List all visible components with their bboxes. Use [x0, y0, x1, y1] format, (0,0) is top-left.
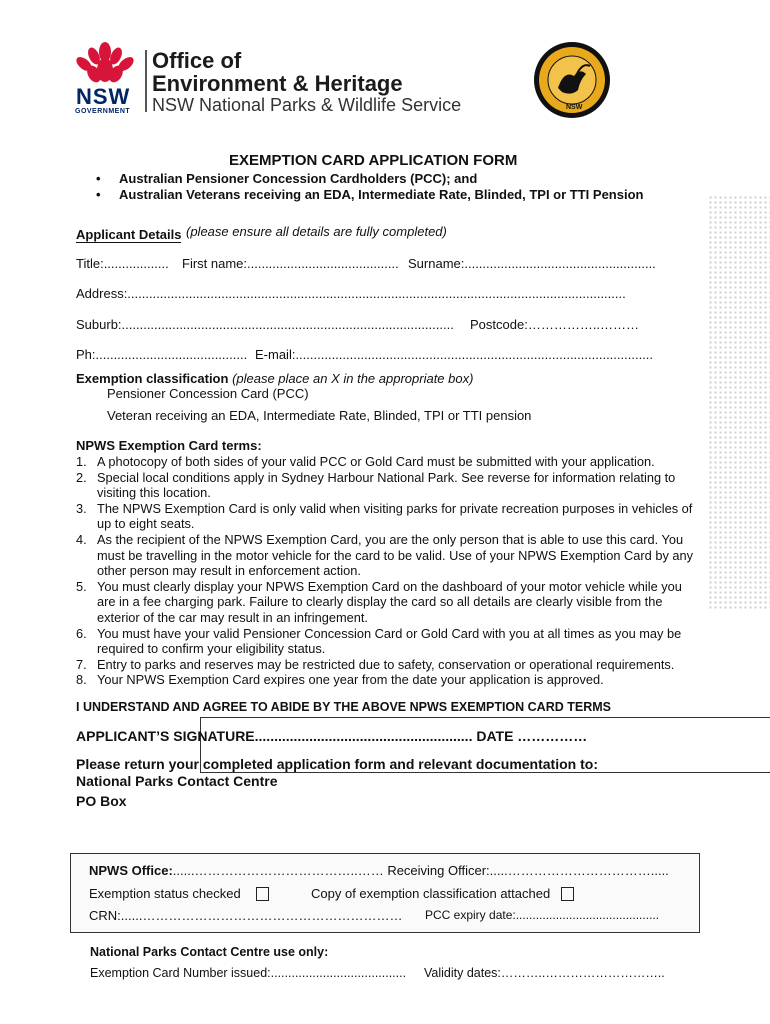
term-text: required to confirm your eligibility status.: [97, 641, 326, 657]
seal-text-bottom: NSW: [566, 104, 583, 111]
address-field[interactable]: Address:..........................................................................................................................................: [76, 286, 626, 301]
applicant-details-note: (please ensure all details are fully completed): [186, 224, 447, 239]
npws-seal-logo: [532, 40, 612, 120]
applicant-details-heading: Applicant Details: [76, 227, 182, 242]
postcode-field[interactable]: Postcode:……………..………: [470, 317, 640, 332]
term-text: You must clearly display your NPWS Exemption Card on the dashboard of your motor vehicle while you: [97, 578, 682, 594]
return-line-1: Please return your completed application form and relevant documentation to:: [76, 756, 598, 772]
term-line: [76, 626, 716, 641]
term-line: [76, 485, 716, 500]
status-checked-label: Exemption status checked: [89, 886, 241, 901]
logo-divider: [145, 50, 147, 112]
term-number: 2.: [76, 469, 87, 485]
classification-heading: Exemption classification: [76, 371, 229, 386]
term-text: exterior of the car may result in an infringement.: [97, 610, 368, 625]
pcc-expiry-field[interactable]: PCC expiry date:...........................................: [425, 908, 660, 922]
signature-line[interactable]: APPLICANT’S SIGNATURE........................................................ DATE ……………: [76, 728, 588, 744]
classification-heading-row: [76, 371, 473, 386]
government-label: GOVERNMENT: [75, 108, 131, 115]
contact-centre-heading: National Parks Contact Centre use only:: [90, 945, 329, 959]
term-line: [76, 532, 716, 547]
validity-dates-field[interactable]: Validity dates:………..………………………..: [424, 966, 665, 980]
term-line: [76, 657, 716, 672]
term-number: 4.: [76, 532, 87, 547]
term-line: [76, 470, 716, 485]
oeh-line-3: NSW National Parks & Wildlife Service: [152, 95, 462, 115]
option-pcc[interactable]: Pensioner Concession Card (PCC): [107, 386, 309, 401]
nsw-government-logo: [70, 42, 140, 117]
term-text: You must have your valid Pensioner Concession Card or Gold Card with you at all times as you may be: [97, 625, 682, 641]
term-number: 5.: [76, 578, 87, 594]
term-text: are in a fee charging park. Failure to clearly display the card so all details are clearly visible from the: [97, 594, 663, 610]
npws-office-field[interactable]: ......………………………………..……: [172, 863, 388, 878]
term-line: [76, 594, 716, 609]
term-line: [76, 610, 716, 625]
term-text: The NPWS Exemption Card is only valid when visiting parks for private recreation purposes in vehicles of: [97, 500, 693, 516]
term-line: [76, 454, 716, 469]
receiving-officer-field[interactable]: Receiving Officer:.....…………………………….....: [387, 863, 669, 878]
signature-box-top: [200, 717, 770, 718]
office-use-box: [70, 853, 700, 933]
oeh-line-1: Office of: [152, 48, 242, 73]
term-line: [76, 579, 716, 594]
term-line: [76, 641, 716, 656]
form-title: EXEMPTION CARD APPLICATION FORM: [229, 152, 518, 169]
return-line-3: PO Box: [76, 793, 127, 809]
term-line: [76, 548, 716, 563]
term-line: [76, 672, 716, 687]
title-field[interactable]: Title:..................: [76, 256, 169, 271]
classification-note: (please place an X in the appropriate box): [232, 371, 474, 386]
term-text: up to eight seats.: [97, 516, 195, 532]
first-name-field[interactable]: First name:..........................................: [182, 256, 399, 271]
terms-heading: NPWS Exemption Card terms:: [76, 438, 262, 453]
nsw-wordmark: NSW: [76, 84, 131, 109]
term-number: 7.: [76, 656, 87, 672]
npws-office-row: [89, 863, 669, 878]
term-number: 6.: [76, 625, 87, 641]
option-veteran[interactable]: Veteran receiving an EDA, Intermediate Rate, Blinded, TPI or TTI pension: [107, 408, 532, 423]
background-pattern: [708, 195, 770, 610]
term-text: Your NPWS Exemption Card expires one year from the date your application is approved.: [97, 672, 604, 688]
copy-attached-checkbox[interactable]: [561, 887, 574, 901]
email-field[interactable]: E-mail:...................................................................................................: [255, 347, 654, 362]
term-text: A photocopy of both sides of your valid PCC or Gold Card must be submitted with your application.: [97, 454, 655, 469]
oeh-line-2: Environment & Heritage: [152, 71, 403, 96]
npws-office-label: NPWS Office:: [89, 863, 173, 878]
phone-field[interactable]: Ph:..........................................: [76, 347, 248, 362]
card-number-field[interactable]: Exemption Card Number issued:.......................................: [90, 966, 407, 980]
status-checked-checkbox[interactable]: [256, 887, 269, 901]
suburb-field[interactable]: Suburb:............................................................................................: [76, 317, 454, 332]
term-text: visiting this location.: [97, 485, 211, 501]
term-text: Entry to parks and reserves may be restricted due to safety, conservation or operational requirements.: [97, 656, 675, 672]
term-number: 3.: [76, 500, 87, 516]
term-line: [76, 501, 716, 516]
agree-statement: I UNDERSTAND AND AGREE TO ABIDE BY THE ABOVE NPWS EXEMPTION CARD TERMS: [76, 700, 611, 714]
term-text: other person may result in enforcement action.: [97, 563, 361, 579]
term-text: Special local conditions apply in Sydney Harbour National Park. See reverse for information relating to: [97, 469, 676, 485]
term-number: 1.: [76, 454, 87, 469]
term-text: As the recipient of the NPWS Exemption Card, you are the only person that is able to use this card. You: [97, 532, 684, 547]
term-number: 8.: [76, 672, 87, 688]
waratah-icon: [72, 42, 138, 84]
signature-box-bottom: [200, 772, 770, 773]
term-text: must be travelling in the motor vehicle for the card to be valid. Use of your NPWS Exemption Card by any: [97, 547, 694, 563]
crn-field[interactable]: CRN:......……………………………………………………: [89, 908, 403, 923]
term-line: [76, 516, 716, 531]
return-line-2: National Parks Contact Centre: [76, 773, 278, 789]
term-line: [76, 563, 716, 578]
terms-list: [76, 454, 716, 694]
surname-field[interactable]: Surname:.....................................................: [408, 256, 656, 271]
copy-attached-label: Copy of exemption classification attached: [311, 886, 551, 901]
